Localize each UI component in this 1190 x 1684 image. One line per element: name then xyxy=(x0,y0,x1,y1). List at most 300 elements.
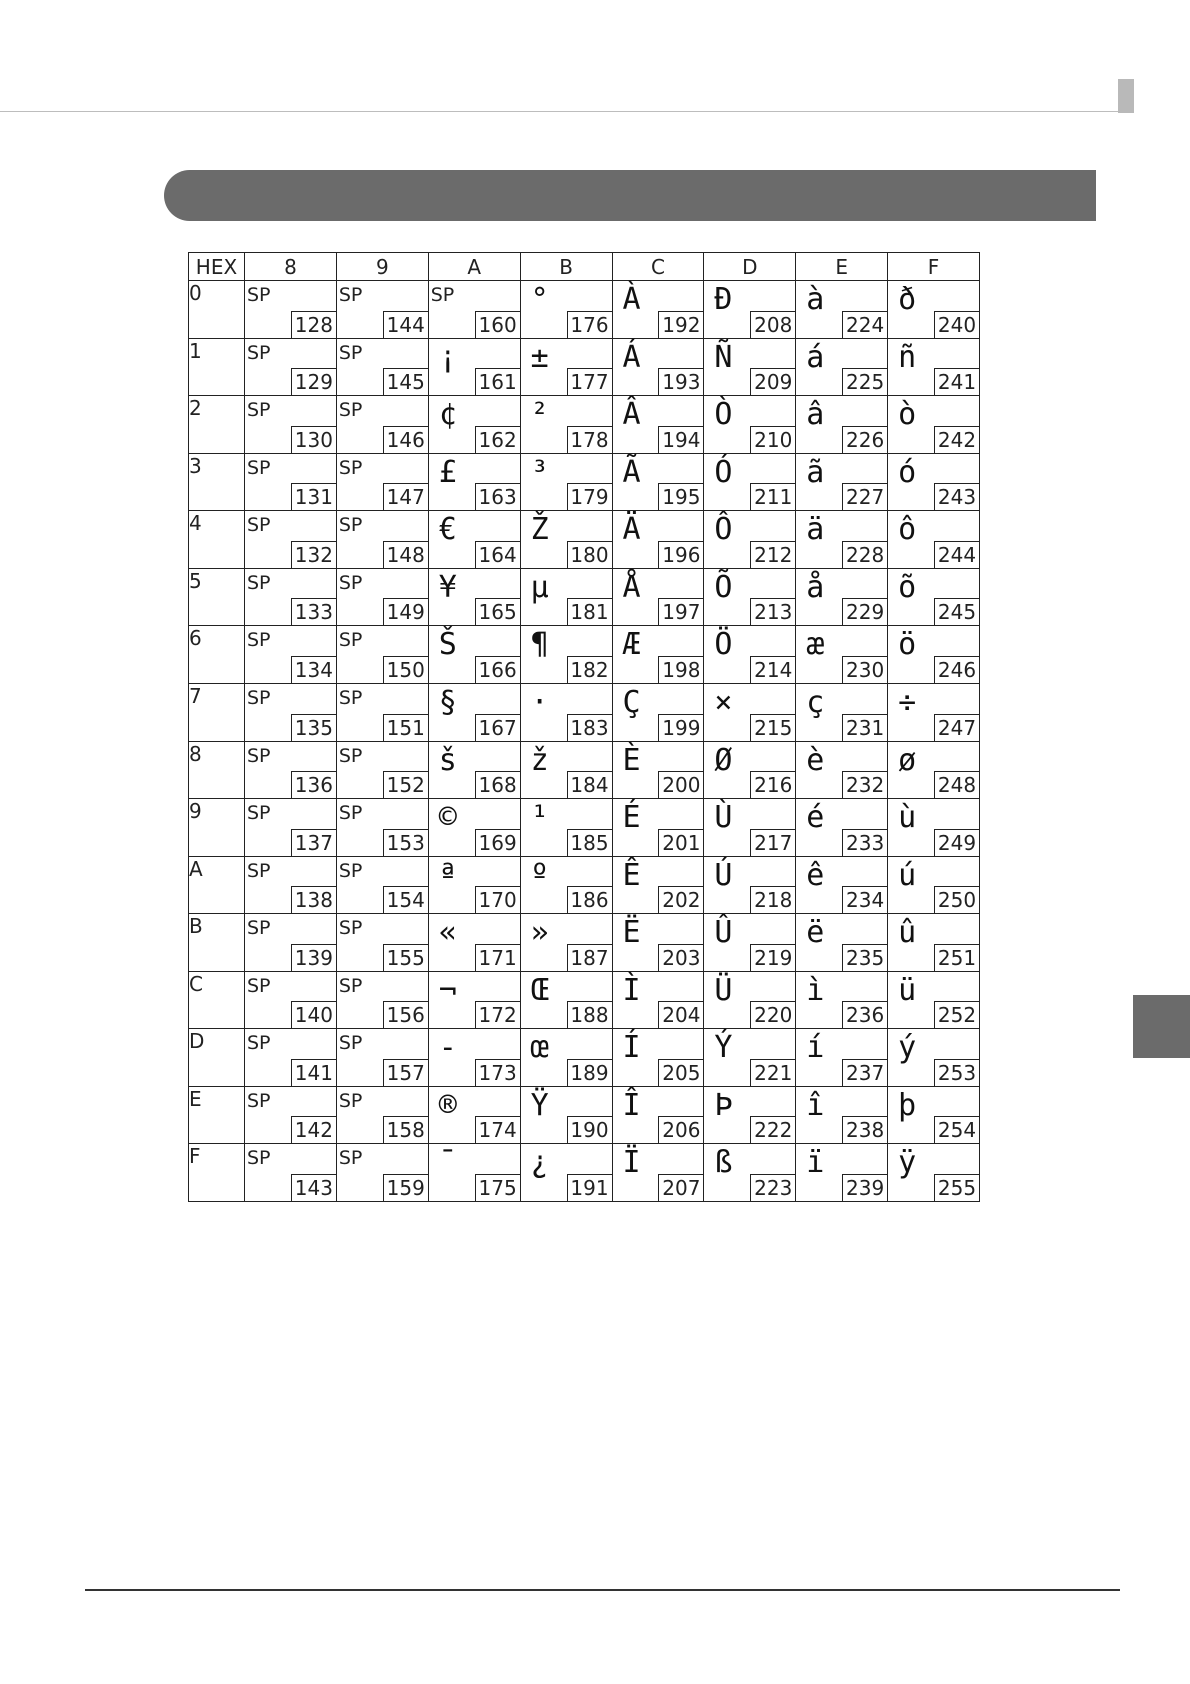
char-glyph: Á xyxy=(622,339,641,375)
decimal-code: 138 xyxy=(291,886,336,913)
table-row xyxy=(189,971,980,1029)
char-glyph: SP xyxy=(247,802,271,825)
row-hex-label: 1 xyxy=(189,338,245,396)
decimal-code: 189 xyxy=(567,1059,612,1086)
char-cell xyxy=(796,281,888,339)
char-cell xyxy=(612,799,704,857)
table-row xyxy=(189,453,980,511)
row-hex-label: 4 xyxy=(189,511,245,569)
char-glyph: ¹ xyxy=(530,800,549,836)
char-glyph: SP xyxy=(247,571,271,594)
decimal-code: 224 xyxy=(842,311,887,338)
decimal-code: 182 xyxy=(567,656,612,683)
char-cell xyxy=(336,511,428,569)
char-cell xyxy=(796,568,888,626)
header-rule xyxy=(0,111,1133,112)
char-glyph: Ü xyxy=(714,972,733,1008)
char-cell xyxy=(336,741,428,799)
decimal-code: 188 xyxy=(567,1001,612,1028)
char-cell xyxy=(704,971,796,1029)
char-cell xyxy=(336,396,428,454)
char-glyph: Ñ xyxy=(714,339,733,375)
char-cell xyxy=(245,511,337,569)
char-glyph: ÿ xyxy=(898,1145,917,1181)
char-glyph: SP xyxy=(338,341,363,364)
decimal-code: 207 xyxy=(658,1174,703,1201)
char-glyph: SP xyxy=(338,284,363,306)
char-glyph: Ë xyxy=(622,915,641,951)
char-cell xyxy=(888,1144,980,1202)
char-cell xyxy=(428,683,520,741)
char-cell xyxy=(245,568,337,626)
decimal-code: 155 xyxy=(383,944,428,971)
decimal-code: 244 xyxy=(934,541,979,568)
decimal-code: 160 xyxy=(475,311,520,338)
char-glyph: Ê xyxy=(622,857,641,893)
decimal-code: 168 xyxy=(475,771,520,798)
char-cell xyxy=(245,971,337,1029)
decimal-code: 248 xyxy=(934,771,979,798)
decimal-code: 233 xyxy=(842,829,887,856)
char-glyph: â xyxy=(806,397,825,433)
char-glyph: ß xyxy=(714,1145,733,1181)
char-cell xyxy=(888,1086,980,1144)
decimal-code: 181 xyxy=(567,598,612,625)
decimal-code: 230 xyxy=(842,656,887,683)
char-glyph: £ xyxy=(438,454,457,490)
decimal-code: 171 xyxy=(475,944,520,971)
decimal-code: 147 xyxy=(383,483,428,510)
char-glyph: Æ xyxy=(622,627,641,663)
char-glyph: ç xyxy=(806,684,825,720)
char-glyph: ³ xyxy=(530,454,549,490)
char-glyph: ª xyxy=(438,857,457,893)
decimal-code: 253 xyxy=(934,1059,979,1086)
char-cell xyxy=(612,396,704,454)
char-cell xyxy=(796,683,888,741)
char-cell xyxy=(612,1086,704,1144)
row-hex-label: 5 xyxy=(189,568,245,626)
char-cell xyxy=(245,914,337,972)
char-cell xyxy=(704,396,796,454)
char-glyph: SP xyxy=(338,917,363,940)
char-glyph: á xyxy=(806,339,825,375)
char-cell xyxy=(336,971,428,1029)
char-cell xyxy=(612,1144,704,1202)
decimal-code: 131 xyxy=(291,483,336,510)
decimal-code: 201 xyxy=(658,829,703,856)
char-glyph: × xyxy=(714,684,733,720)
char-cell xyxy=(428,338,520,396)
char-glyph: SP xyxy=(247,1089,271,1112)
char-glyph: ž xyxy=(530,742,549,778)
char-cell xyxy=(336,281,428,339)
decimal-code: 175 xyxy=(475,1174,520,1201)
decimal-code: 193 xyxy=(658,368,703,395)
decimal-code: 217 xyxy=(750,829,795,856)
char-glyph: SP xyxy=(338,744,363,767)
char-glyph: º xyxy=(530,857,549,893)
char-cell xyxy=(796,799,888,857)
char-glyph: Ô xyxy=(714,512,733,548)
char-glyph: é xyxy=(806,800,825,836)
char-cell xyxy=(428,856,520,914)
decimal-code: 241 xyxy=(934,368,979,395)
char-glyph: SP xyxy=(338,1032,363,1055)
char-glyph: ñ xyxy=(898,339,917,375)
decimal-code: 239 xyxy=(842,1174,887,1201)
char-glyph: î xyxy=(806,1087,825,1123)
decimal-code: 146 xyxy=(383,426,428,453)
decimal-code: 163 xyxy=(475,483,520,510)
decimal-code: 218 xyxy=(750,886,795,913)
decimal-code: 166 xyxy=(475,656,520,683)
decimal-code: 221 xyxy=(750,1059,795,1086)
char-cell xyxy=(704,683,796,741)
char-glyph: € xyxy=(438,512,457,548)
decimal-code: 252 xyxy=(934,1001,979,1028)
character-code-table xyxy=(188,252,980,1202)
decimal-code: 185 xyxy=(567,829,612,856)
decimal-code: 254 xyxy=(934,1116,979,1143)
char-cell xyxy=(245,453,337,511)
table-row xyxy=(189,914,980,972)
decimal-code: 228 xyxy=(842,541,887,568)
column-header: F xyxy=(888,253,980,281)
char-cell xyxy=(336,568,428,626)
column-header: 8 xyxy=(245,253,337,281)
char-cell xyxy=(520,741,612,799)
char-cell xyxy=(888,338,980,396)
decimal-code: 136 xyxy=(291,771,336,798)
char-cell xyxy=(704,453,796,511)
decimal-code: 220 xyxy=(750,1001,795,1028)
char-cell xyxy=(336,856,428,914)
char-glyph: » xyxy=(530,915,549,951)
char-glyph: Î xyxy=(622,1087,641,1123)
decimal-code: 212 xyxy=(750,541,795,568)
decimal-code: 209 xyxy=(750,368,795,395)
char-glyph: Ó xyxy=(714,454,733,490)
decimal-code: 223 xyxy=(750,1174,795,1201)
char-cell xyxy=(520,856,612,914)
decimal-code: 251 xyxy=(934,944,979,971)
column-header: 9 xyxy=(336,253,428,281)
char-cell xyxy=(520,971,612,1029)
char-cell xyxy=(245,683,337,741)
char-glyph: « xyxy=(438,915,457,951)
char-glyph: · xyxy=(530,684,549,720)
char-cell xyxy=(245,741,337,799)
decimal-code: 149 xyxy=(383,598,428,625)
decimal-code: 184 xyxy=(567,771,612,798)
decimal-code: 200 xyxy=(658,771,703,798)
decimal-code: 196 xyxy=(658,541,703,568)
decimal-code: 211 xyxy=(750,483,795,510)
char-cell xyxy=(336,1144,428,1202)
char-glyph: SP xyxy=(338,1147,363,1170)
char-glyph: Õ xyxy=(714,569,733,605)
char-cell xyxy=(612,914,704,972)
char-glyph: SP xyxy=(338,399,363,422)
char-cell xyxy=(888,856,980,914)
decimal-code: 208 xyxy=(750,311,795,338)
char-glyph: ó xyxy=(898,454,917,490)
char-cell xyxy=(520,626,612,684)
decimal-code: 247 xyxy=(934,714,979,741)
decimal-code: 210 xyxy=(750,426,795,453)
row-hex-label: A xyxy=(189,856,245,914)
char-cell xyxy=(796,338,888,396)
char-cell xyxy=(336,453,428,511)
char-glyph: SP xyxy=(247,744,271,767)
char-cell xyxy=(428,568,520,626)
char-glyph: ý xyxy=(898,1030,917,1066)
char-cell xyxy=(888,741,980,799)
table-row xyxy=(189,396,980,454)
char-glyph: Đ xyxy=(714,282,733,317)
char-glyph: í xyxy=(806,1030,825,1066)
table-row xyxy=(189,568,980,626)
decimal-code: 186 xyxy=(567,886,612,913)
char-glyph: À xyxy=(622,282,641,317)
char-glyph: SP xyxy=(430,284,455,306)
char-cell xyxy=(245,338,337,396)
decimal-code: 179 xyxy=(567,483,612,510)
char-glyph: SP xyxy=(247,1147,271,1170)
decimal-code: 132 xyxy=(291,541,336,568)
char-glyph: SP xyxy=(247,686,271,709)
decimal-code: 232 xyxy=(842,771,887,798)
decimal-code: 194 xyxy=(658,426,703,453)
column-header: C xyxy=(612,253,704,281)
char-cell xyxy=(888,453,980,511)
decimal-code: 249 xyxy=(934,829,979,856)
decimal-code: 206 xyxy=(658,1116,703,1143)
decimal-code: 128 xyxy=(291,311,336,338)
char-cell xyxy=(796,914,888,972)
table-row xyxy=(189,1086,980,1144)
decimal-code: 170 xyxy=(475,886,520,913)
char-glyph: SP xyxy=(247,399,271,422)
char-glyph: ø xyxy=(898,742,917,778)
char-cell xyxy=(520,914,612,972)
decimal-code: 174 xyxy=(475,1116,520,1143)
char-cell xyxy=(245,856,337,914)
decimal-code: 235 xyxy=(842,944,887,971)
char-glyph: à xyxy=(806,282,825,317)
decimal-code: 190 xyxy=(567,1116,612,1143)
decimal-code: 129 xyxy=(291,368,336,395)
decimal-code: 177 xyxy=(567,368,612,395)
char-cell xyxy=(888,281,980,339)
char-glyph: ¡ xyxy=(438,339,457,375)
decimal-code: 219 xyxy=(750,944,795,971)
table-row xyxy=(189,1029,980,1087)
char-cell xyxy=(704,914,796,972)
char-cell xyxy=(336,338,428,396)
char-cell xyxy=(612,511,704,569)
row-hex-label: 2 xyxy=(189,396,245,454)
char-cell xyxy=(428,914,520,972)
char-cell xyxy=(520,1086,612,1144)
char-cell xyxy=(612,683,704,741)
char-glyph: õ xyxy=(898,569,917,605)
chapter-index-tab xyxy=(1133,995,1190,1058)
char-cell xyxy=(520,396,612,454)
char-glyph: Ã xyxy=(622,454,641,490)
decimal-code: 151 xyxy=(383,714,428,741)
decimal-code: 162 xyxy=(475,426,520,453)
char-cell xyxy=(704,338,796,396)
char-cell xyxy=(704,281,796,339)
char-glyph: Ö xyxy=(714,627,733,663)
char-cell xyxy=(612,971,704,1029)
char-cell xyxy=(336,626,428,684)
decimal-code: 222 xyxy=(750,1116,795,1143)
char-glyph: ± xyxy=(530,339,549,375)
decimal-code: 158 xyxy=(383,1116,428,1143)
char-glyph: Í xyxy=(622,1030,641,1066)
char-cell xyxy=(428,741,520,799)
table-body xyxy=(189,281,980,1202)
char-glyph: ° xyxy=(530,282,549,317)
column-header: B xyxy=(520,253,612,281)
char-cell xyxy=(336,683,428,741)
char-glyph: þ xyxy=(898,1087,917,1123)
char-cell xyxy=(520,568,612,626)
decimal-code: 202 xyxy=(658,886,703,913)
char-glyph: Þ xyxy=(714,1087,733,1123)
row-hex-label: 8 xyxy=(189,741,245,799)
char-glyph: Ì xyxy=(622,972,641,1008)
decimal-code: 246 xyxy=(934,656,979,683)
char-cell xyxy=(336,1029,428,1087)
char-glyph: Ò xyxy=(714,397,733,433)
table-row xyxy=(189,1144,980,1202)
char-glyph: ö xyxy=(898,627,917,663)
char-glyph: ë xyxy=(806,915,825,951)
char-glyph: ü xyxy=(898,972,917,1008)
decimal-code: 192 xyxy=(658,311,703,338)
char-cell xyxy=(245,1029,337,1087)
char-cell xyxy=(888,683,980,741)
char-cell xyxy=(520,683,612,741)
char-cell xyxy=(520,1029,612,1087)
char-glyph: ì xyxy=(806,972,825,1008)
decimal-code: 245 xyxy=(934,598,979,625)
decimal-code: 237 xyxy=(842,1059,887,1086)
char-cell xyxy=(888,626,980,684)
decimal-code: 141 xyxy=(291,1059,336,1086)
decimal-code: 167 xyxy=(475,714,520,741)
decimal-code: 229 xyxy=(842,598,887,625)
decimal-code: 213 xyxy=(750,598,795,625)
char-cell xyxy=(796,741,888,799)
char-glyph: Û xyxy=(714,915,733,951)
table-row xyxy=(189,338,980,396)
char-cell xyxy=(704,799,796,857)
char-glyph: Š xyxy=(438,627,457,663)
char-cell xyxy=(612,281,704,339)
char-cell xyxy=(612,338,704,396)
char-glyph: SP xyxy=(338,1089,363,1112)
decimal-code: 215 xyxy=(750,714,795,741)
decimal-code: 144 xyxy=(383,311,428,338)
char-glyph: SP xyxy=(247,284,271,306)
decimal-code: 140 xyxy=(291,1001,336,1028)
decimal-code: 176 xyxy=(567,311,612,338)
decimal-code: 240 xyxy=(934,311,979,338)
decimal-code: 199 xyxy=(658,714,703,741)
decimal-code: 183 xyxy=(567,714,612,741)
row-hex-label: C xyxy=(189,971,245,1029)
char-glyph: ¢ xyxy=(438,397,457,433)
char-glyph: SP xyxy=(247,1032,271,1055)
row-hex-label: 9 xyxy=(189,799,245,857)
char-glyph: ¿ xyxy=(530,1145,549,1181)
decimal-code: 204 xyxy=(658,1001,703,1028)
table-row xyxy=(189,799,980,857)
char-glyph: Œ xyxy=(530,972,549,1008)
decimal-code: 152 xyxy=(383,771,428,798)
char-glyph: Å xyxy=(622,569,641,605)
char-glyph: ê xyxy=(806,857,825,893)
char-cell xyxy=(245,396,337,454)
char-glyph: SP xyxy=(338,686,363,709)
char-glyph: ï xyxy=(806,1145,825,1181)
decimal-code: 203 xyxy=(658,944,703,971)
char-glyph: Ï xyxy=(622,1145,641,1181)
char-glyph: È xyxy=(622,742,641,778)
decimal-code: 231 xyxy=(842,714,887,741)
char-glyph: SP xyxy=(338,571,363,594)
char-glyph: è xyxy=(806,742,825,778)
char-cell xyxy=(612,741,704,799)
decimal-code: 214 xyxy=(750,656,795,683)
decimal-code: 142 xyxy=(291,1116,336,1143)
char-cell xyxy=(796,396,888,454)
char-cell xyxy=(428,396,520,454)
table-row xyxy=(189,683,980,741)
char-cell xyxy=(612,1029,704,1087)
decimal-code: 130 xyxy=(291,426,336,453)
char-glyph: © xyxy=(438,800,457,836)
char-glyph: ò xyxy=(898,397,917,433)
char-cell xyxy=(520,1144,612,1202)
char-cell xyxy=(796,626,888,684)
char-cell xyxy=(428,626,520,684)
char-glyph: û xyxy=(898,915,917,951)
decimal-code: 180 xyxy=(567,541,612,568)
decimal-code: 216 xyxy=(750,771,795,798)
table-row xyxy=(189,281,980,339)
char-glyph: É xyxy=(622,800,641,836)
decimal-code: 238 xyxy=(842,1116,887,1143)
char-glyph: SP xyxy=(338,974,363,997)
char-cell xyxy=(796,1029,888,1087)
decimal-code: 134 xyxy=(291,656,336,683)
char-glyph: ¶ xyxy=(530,627,549,663)
char-glyph: SP xyxy=(247,341,271,364)
char-cell xyxy=(704,741,796,799)
decimal-code: 133 xyxy=(291,598,336,625)
char-cell xyxy=(888,1029,980,1087)
char-glyph: ù xyxy=(898,800,917,836)
char-glyph: Ÿ xyxy=(530,1087,549,1123)
char-cell xyxy=(796,453,888,511)
decimal-code: 250 xyxy=(934,886,979,913)
